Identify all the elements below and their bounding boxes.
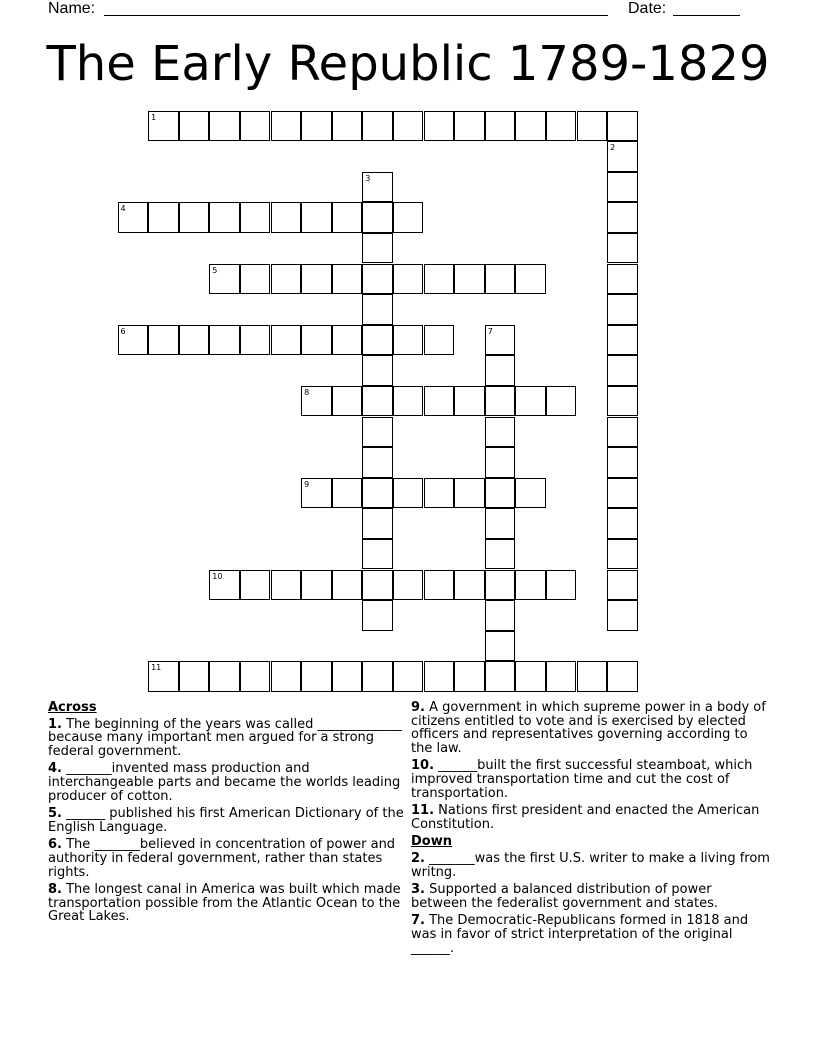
clue-number: 2. — [411, 850, 425, 866]
clue-number: 7. — [411, 913, 425, 929]
clue-number-label: 3 — [365, 173, 371, 183]
grid-cell[interactable] — [424, 570, 455, 601]
grid-cell[interactable] — [515, 386, 546, 417]
grid-cell[interactable] — [393, 386, 424, 417]
grid-cell[interactable] — [607, 355, 638, 386]
date-blank-line[interactable] — [673, 15, 740, 16]
date-label: Date: — [628, 0, 667, 17]
grid-cell[interactable] — [362, 661, 393, 692]
across-clue-list — [48, 718, 404, 924]
grid-cell[interactable] — [485, 417, 516, 448]
grid-cell[interactable] — [607, 508, 638, 539]
grid-cell[interactable] — [209, 264, 240, 295]
grid-cell[interactable] — [546, 111, 577, 142]
clue-text: The longest canal in America was built which made transportation possible from the Atlantic Ocean to the Great Lakes. — [48, 882, 401, 925]
grid-cell[interactable] — [209, 570, 240, 601]
grid-cell[interactable] — [240, 202, 271, 233]
clue-number-label: 1 — [151, 112, 157, 122]
clue-item — [411, 914, 771, 955]
clue-text: _______was the first U.S. writer to make a living from writng. — [411, 850, 770, 880]
clue-item — [48, 762, 404, 803]
grid-cell[interactable] — [607, 600, 638, 631]
grid-cell[interactable] — [240, 264, 271, 295]
grid-cell[interactable] — [485, 447, 516, 478]
grid-cell[interactable] — [485, 355, 516, 386]
grid-cell[interactable] — [362, 172, 393, 203]
grid-cell[interactable] — [485, 325, 516, 356]
grid-cell[interactable] — [577, 661, 608, 692]
grid-cell[interactable] — [240, 325, 271, 356]
clue-number: 3. — [411, 882, 425, 898]
grid-cell[interactable] — [148, 111, 179, 142]
clue-item — [411, 701, 771, 755]
grid-cell[interactable] — [362, 600, 393, 631]
grid-cell[interactable] — [454, 478, 485, 509]
grid-cell[interactable] — [362, 111, 393, 142]
grid-cell[interactable] — [515, 111, 546, 142]
grid-cell[interactable] — [607, 661, 638, 692]
grid-cell[interactable] — [485, 631, 516, 662]
grid-cell[interactable] — [362, 508, 393, 539]
grid-cell[interactable] — [424, 661, 455, 692]
grid-cell[interactable] — [179, 661, 210, 692]
clue-number-label: 6 — [120, 326, 126, 336]
name-blank-line[interactable] — [104, 15, 608, 16]
clue-number-label: 8 — [304, 387, 310, 397]
grid-cell[interactable] — [148, 325, 179, 356]
grid-cell[interactable] — [362, 355, 393, 386]
grid-cell[interactable] — [301, 570, 332, 601]
clue-text: ______built the first successful steamboat, which improved transportation time and cut the cost of transportation. — [411, 758, 753, 801]
grid-cell[interactable] — [515, 264, 546, 295]
grid-cell[interactable] — [209, 111, 240, 142]
grid-cell[interactable] — [240, 111, 271, 142]
grid-cell[interactable] — [607, 264, 638, 295]
across-heading: Across — [48, 700, 97, 715]
grid-cell[interactable] — [332, 111, 363, 142]
grid-cell[interactable] — [271, 570, 302, 601]
grid-cell[interactable] — [607, 202, 638, 233]
clue-item — [48, 718, 404, 759]
grid-cell[interactable] — [332, 478, 363, 509]
grid-cell[interactable] — [362, 202, 393, 233]
clue-text: The Democratic-Republicans formed in 1818 and was in favor of strict interpretation of the original ______. — [411, 913, 749, 956]
grid-cell[interactable] — [148, 202, 179, 233]
grid-cell[interactable] — [424, 478, 455, 509]
grid-cell[interactable] — [332, 386, 363, 417]
clue-number: 6. — [48, 837, 62, 853]
grid-cell[interactable] — [485, 570, 516, 601]
grid-cell[interactable] — [332, 202, 363, 233]
clue-item — [48, 807, 404, 834]
clue-item — [48, 883, 404, 924]
clue-item — [411, 804, 771, 831]
grid-cell[interactable] — [454, 111, 485, 142]
grid-cell[interactable] — [332, 264, 363, 295]
grid-cell[interactable] — [332, 661, 363, 692]
clue-number: 9. — [411, 700, 425, 715]
clue-number-label: 5 — [212, 265, 218, 275]
grid-cell[interactable] — [424, 264, 455, 295]
clue-number: 8. — [48, 882, 62, 898]
grid-cell[interactable] — [362, 294, 393, 325]
grid-cell[interactable] — [209, 202, 240, 233]
grid-cell[interactable] — [271, 661, 302, 692]
grid-cell[interactable] — [209, 661, 240, 692]
grid-cell[interactable] — [485, 264, 516, 295]
grid-cell[interactable] — [607, 447, 638, 478]
grid-cell[interactable] — [607, 233, 638, 264]
grid-cell[interactable] — [515, 570, 546, 601]
grid-cell[interactable] — [301, 661, 332, 692]
grid-cell[interactable] — [485, 508, 516, 539]
grid-cell[interactable] — [271, 325, 302, 356]
grid-cell[interactable] — [515, 478, 546, 509]
header-line — [0, 0, 816, 22]
grid-cell[interactable] — [546, 570, 577, 601]
grid-cell[interactable] — [240, 661, 271, 692]
grid-cell[interactable] — [485, 661, 516, 692]
clue-number-label: 10 — [212, 571, 223, 581]
clue-text: ______ published his first American Dictionary of the English Language. — [48, 806, 404, 835]
grid-cell[interactable] — [393, 111, 424, 142]
grid-cell[interactable] — [424, 325, 455, 356]
grid-cell[interactable] — [607, 172, 638, 203]
grid-cell[interactable] — [546, 661, 577, 692]
clue-number-label: 2 — [610, 143, 616, 153]
grid-cell[interactable] — [240, 570, 271, 601]
clue-number-label: 4 — [120, 204, 126, 214]
grid-cell[interactable] — [362, 478, 393, 509]
grid-cell[interactable] — [485, 386, 516, 417]
grid-cell[interactable] — [607, 294, 638, 325]
grid-cell[interactable] — [118, 202, 149, 233]
clue-number: 4. — [48, 761, 62, 777]
grid-cell[interactable] — [271, 202, 302, 233]
clue-text: _______invented mass production and interchangeable parts and became the worlds leading producer of cotton. — [48, 761, 401, 804]
grid-cell[interactable] — [301, 325, 332, 356]
clue-number-label: 9 — [304, 479, 310, 489]
grid-cell[interactable] — [362, 386, 393, 417]
grid-cell[interactable] — [362, 570, 393, 601]
clue-number: 5. — [48, 806, 62, 822]
grid-cell[interactable] — [271, 111, 302, 142]
clues-left-column — [48, 701, 404, 928]
clue-text: A government in which supreme power in a body of citizens entitled to vote and is exercised by elected officers and representatives governing according to the law. — [411, 700, 766, 756]
grid-cell[interactable] — [485, 600, 516, 631]
clue-text: The _______believed in concentration of power and authority in federal government, rather than states rights. — [48, 837, 396, 880]
clue-number: 11. — [411, 803, 435, 819]
grid-cell[interactable] — [393, 202, 424, 233]
clue-text: The beginning of the years was called _____________ because many important men argued for a strong federal government. — [48, 716, 403, 759]
grid-cell[interactable] — [515, 661, 546, 692]
grid-cell[interactable] — [301, 386, 332, 417]
page-title: The Early Republic 1789-1829 — [46, 36, 770, 92]
clue-number-label: 11 — [151, 663, 162, 673]
clues-right-column — [411, 701, 771, 959]
grid-cell[interactable] — [607, 570, 638, 601]
down-clue-list — [411, 852, 771, 955]
grid-cell[interactable] — [454, 386, 485, 417]
grid-cell[interactable] — [362, 539, 393, 570]
grid-cell[interactable] — [485, 539, 516, 570]
grid-cell[interactable] — [607, 539, 638, 570]
grid-cell[interactable] — [362, 233, 393, 264]
grid-cell[interactable] — [362, 264, 393, 295]
grid-cell[interactable] — [607, 325, 638, 356]
clue-item — [411, 852, 771, 879]
clue-number-label: 7 — [487, 326, 493, 336]
clue-number: 1. — [48, 716, 62, 732]
grid-cell[interactable] — [607, 417, 638, 448]
grid-cell[interactable] — [362, 447, 393, 478]
grid-cell[interactable] — [118, 325, 149, 356]
grid-cell[interactable] — [577, 111, 608, 142]
grid-cell[interactable] — [393, 478, 424, 509]
grid-cell[interactable] — [454, 264, 485, 295]
grid-cell[interactable] — [301, 478, 332, 509]
grid-cell[interactable] — [424, 111, 455, 142]
grid-cell[interactable] — [393, 661, 424, 692]
grid-cell[interactable] — [301, 202, 332, 233]
across-clue-list-continued — [411, 701, 771, 831]
grid-cell[interactable] — [546, 386, 577, 417]
clue-item — [411, 759, 771, 800]
grid-cell[interactable] — [179, 202, 210, 233]
grid-cell[interactable] — [424, 386, 455, 417]
down-heading: Down — [411, 834, 452, 850]
grid-cell[interactable] — [607, 141, 638, 172]
grid-cell[interactable] — [454, 661, 485, 692]
grid-cell[interactable] — [393, 264, 424, 295]
grid-cell[interactable] — [332, 325, 363, 356]
clue-text: Nations first president and enacted the American Constitution. — [411, 803, 760, 832]
grid-cell[interactable] — [179, 325, 210, 356]
grid-cell[interactable] — [301, 264, 332, 295]
clue-text: Supported a balanced distribution of power between the federalist government and states. — [411, 882, 718, 911]
grid-cell[interactable] — [362, 417, 393, 448]
grid-cell[interactable] — [393, 325, 424, 356]
grid-cell[interactable] — [301, 111, 332, 142]
clue-item — [411, 883, 771, 910]
grid-cell[interactable] — [362, 325, 393, 356]
grid-cell[interactable] — [393, 570, 424, 601]
grid-cell[interactable] — [148, 661, 179, 692]
grid-cell[interactable] — [332, 570, 363, 601]
grid-cell[interactable] — [179, 111, 210, 142]
grid-cell[interactable] — [607, 386, 638, 417]
grid-cell[interactable] — [209, 325, 240, 356]
grid-cell[interactable] — [454, 570, 485, 601]
name-label: Name: — [48, 0, 96, 17]
grid-cell[interactable] — [607, 111, 638, 142]
grid-cell[interactable] — [485, 478, 516, 509]
clue-number: 10. — [411, 758, 435, 774]
grid-cell[interactable] — [607, 478, 638, 509]
grid-cell[interactable] — [485, 111, 516, 142]
grid-cell[interactable] — [271, 264, 302, 295]
clue-item — [48, 838, 404, 879]
